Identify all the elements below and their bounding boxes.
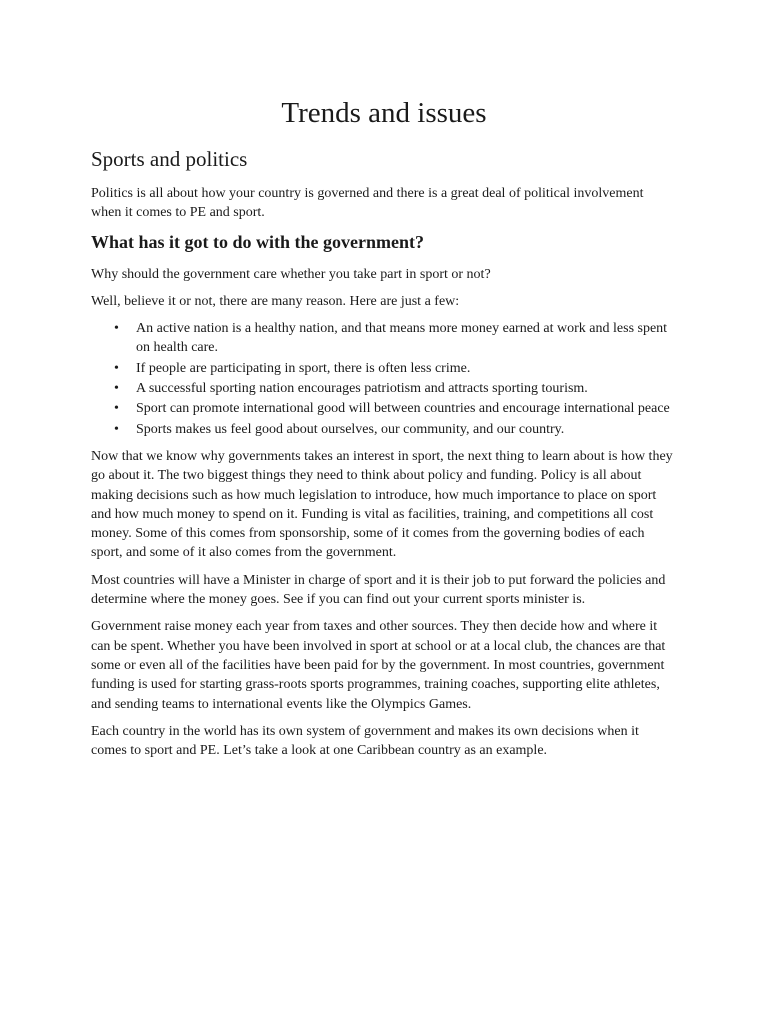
list-item-text: A successful sporting nation encourages patriotism and attracts sporting tourism. xyxy=(136,381,588,397)
lead-in-paragraph: Well, believe it or not, there are many reason. Here are just a few: xyxy=(91,293,460,309)
list-item-text: Sports makes us feel good about ourselves, our community, and our country. xyxy=(136,421,565,437)
list-item xyxy=(91,399,677,418)
subheading: What has it got to do with the government? xyxy=(91,231,424,252)
section-heading: Sports and politics xyxy=(91,147,248,171)
body-paragraph-government-funding: Government raise money each year from taxes and other sources. They then decide how and where it can be spent. Whether you have been involved in sport at school or at a local club, the chances are that some or even all of the facilities have been paid for by the government. In most countries, government funding is used for starting grass-roots sports programmes, training coaches, supporting elite athletes, and sending teams to international events like the Olympics Games. xyxy=(91,619,666,712)
list-item-text: Sport can promote international good will between countries and encourage international peace xyxy=(136,401,670,417)
page-title: Trends and issues xyxy=(281,97,487,129)
list-item xyxy=(91,319,677,358)
body-paragraph-minister: Most countries will have a Minister in charge of sport and it is their job to put forward the policies and determine where the money goes. See if you can find out your current sports minister is. xyxy=(91,572,666,608)
body-paragraph-policy-funding: Now that we know why governments takes an interest in sport, the next thing to learn about is how they go about it. The two biggest things they need to think about policy and funding. Policy is all about making decisions such as how much legislation to introduce, how much importance to place on sport and how much money to spend on it. Funding is vital as facilities, training, and competitions all cost money. Some of this comes from sponsorship, some of it comes from the governing bodies of each sport, and some of it also comes from the government. xyxy=(91,448,673,561)
question-paragraph: Why should the government care whether you take part in sport or not? xyxy=(91,266,491,282)
list-item-text: If people are participating in sport, there is often less crime. xyxy=(136,360,471,376)
reasons-list xyxy=(91,319,677,439)
bullet-icon: • xyxy=(114,360,119,376)
list-item xyxy=(91,379,677,398)
body-paragraph-caribbean: Each country in the world has its own system of government and makes its own decisions when it comes to sport and PE. Let’s take a look at one Caribbean country as an example. xyxy=(91,723,639,759)
bullet-icon: • xyxy=(114,421,119,437)
bullet-icon: • xyxy=(114,381,119,397)
list-item xyxy=(91,420,677,439)
bullet-icon: • xyxy=(114,401,119,417)
list-item xyxy=(91,359,677,378)
list-item-text: An active nation is a healthy nation, and that means more money earned at work and less spent on health care. xyxy=(136,321,668,356)
intro-paragraph: Politics is all about how your country is governed and there is a great deal of political involvement when it comes to PE and sport. xyxy=(91,186,644,221)
document-page xyxy=(91,95,677,768)
bullet-icon: • xyxy=(114,321,119,337)
